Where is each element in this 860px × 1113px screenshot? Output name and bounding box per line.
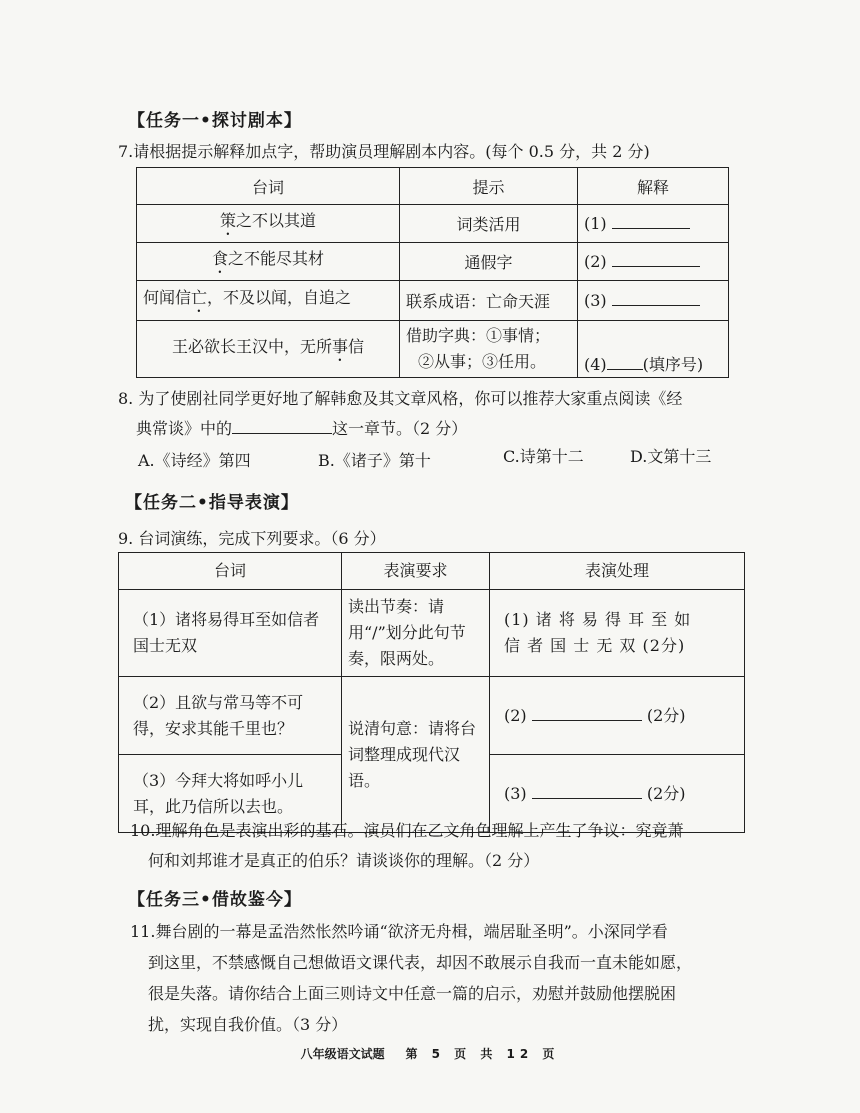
header-hint: 提示 — [400, 168, 578, 205]
exam-title: 八年级语文试题 — [300, 1047, 385, 1061]
answer-blank[interactable] — [532, 784, 642, 799]
line-cell: （1）诸将易得耳至如信者国士无双 — [119, 590, 342, 677]
hint-line: ②从事；③任用。 — [418, 352, 547, 371]
line-text: 之不能尽其材 — [228, 249, 325, 268]
table-row — [137, 243, 729, 281]
task3-heading: 【任务三•借故鉴今】 — [128, 890, 302, 910]
header-explain: 解释 — [578, 168, 729, 205]
answer-cell — [578, 281, 729, 321]
hint-cell — [400, 321, 578, 378]
q8-line2 — [118, 414, 682, 444]
header-lines: 台词 — [137, 168, 400, 205]
q11-line: 到这里，不禁感慨自己想做语文课代表，却因不敢展示自我而一直未能如愿， — [148, 953, 693, 972]
hint-cell: 联系成语：亡命天涯 — [400, 281, 578, 321]
line-cell: （3）今拜大将如呼小儿耳，此乃信所以去也。 — [119, 755, 342, 833]
answer-cell — [578, 205, 729, 243]
header-requirement: 表演要求 — [342, 553, 490, 590]
table-row — [119, 590, 745, 677]
q7-table-header — [137, 168, 729, 205]
line-text: 信 — [348, 336, 365, 356]
answer-cell — [578, 321, 729, 378]
page-number: 第 5 页 共 12 页 — [405, 1047, 560, 1061]
answer-label: (3) — [504, 783, 527, 803]
answer-suffix: (填序号) — [642, 355, 704, 374]
answer-blank[interactable] — [612, 252, 700, 267]
q10-line1: 10.理解角色是表演出彩的基石。演员们在乙文角色理解上产生了争议：究竟萧 — [130, 821, 684, 840]
page-footer — [0, 1045, 860, 1062]
line-cell: （2）且欲与常马等不可得，安求其能千里也？ — [119, 677, 342, 755]
dotted-char: 食 — [211, 249, 228, 268]
q11-line: 11.舞台剧的一幕是孟浩然怅然吟诵“欲济无舟楫，端居耻圣明”。小深同学看 — [130, 922, 668, 941]
q11-line: 很是失落。请你结合上面三则诗文中任意一篇的启示，劝慰并鼓励他摆脱困 — [148, 984, 677, 1003]
processing-cell — [490, 677, 745, 755]
question-10 — [130, 816, 683, 876]
processing-cell — [490, 590, 745, 677]
requirement-cell: 读出节奏：请用“/”划分此句节奏，限两处。 — [342, 590, 490, 677]
header-lines: 台词 — [119, 553, 342, 590]
answer-label: (3) — [584, 291, 607, 310]
line-cell — [137, 281, 400, 321]
hint-cell: 通假字 — [400, 243, 578, 281]
requirement-cell: 说清句意：请将台词整理成现代汉语。 — [342, 677, 490, 833]
question-11 — [130, 916, 692, 1040]
line-text: 王必欲长王汉中，无所 — [171, 336, 332, 356]
answer-blank[interactable] — [532, 706, 642, 721]
q8-answer-blank[interactable] — [232, 419, 332, 434]
answer-blank[interactable] — [612, 291, 700, 306]
option-a[interactable]: A.《诗经》第四 — [138, 451, 251, 470]
question-7: 7.请根据提示解释加点字，帮助演员理解剧本内容。(每个 0.5 分，共 2 分) — [118, 142, 650, 161]
table-row — [137, 321, 729, 378]
dotted-char: 策 — [219, 211, 236, 230]
hint-cell: 词类活用 — [400, 205, 578, 243]
answer-blank[interactable] — [612, 214, 690, 229]
q8-line2a: 典常谈》中的 — [136, 419, 233, 438]
processing-line: 信 者 国 士 无 双 (2分) — [504, 636, 686, 655]
task1-heading: 【任务一•探讨剧本】 — [128, 111, 302, 131]
q9-table — [118, 552, 745, 833]
q10-line2: 何和刘邦谁才是真正的伯乐？请谈谈你的理解。（2 分） — [148, 851, 540, 870]
answer-label: (1) — [584, 214, 607, 233]
hint-line: 借助字典：①事情； — [406, 326, 551, 345]
question-9: 9. 台词演练，完成下列要求。（6 分） — [118, 529, 386, 548]
answer-cell — [578, 243, 729, 281]
line-cell — [137, 243, 400, 281]
q7-table — [136, 167, 729, 378]
task2-heading: 【任务二•指导表演】 — [125, 493, 299, 513]
option-b[interactable]: B.《诸子》第十 — [318, 451, 431, 470]
answer-label: (2) — [584, 252, 607, 271]
score-label: (2分) — [646, 705, 686, 725]
q8-line2b: 这一章节。（2 分） — [332, 419, 468, 438]
table-row — [119, 677, 745, 755]
dotted-char: 亡 — [191, 288, 208, 307]
answer-label: (2) — [504, 705, 527, 725]
option-d[interactable]: D.文第十三 — [630, 447, 712, 466]
line-text: 之不以其道 — [236, 211, 317, 230]
answer-label: (4) — [584, 355, 607, 374]
processing-line: (1) 诸 将 易 得 耳 至 如 — [504, 610, 692, 629]
line-cell — [137, 321, 400, 378]
option-c[interactable]: C.诗第十二 — [503, 447, 584, 466]
line-cell — [137, 205, 400, 243]
header-processing: 表演处理 — [490, 553, 745, 590]
dotted-char: 事 — [331, 336, 348, 356]
q9-table-header — [119, 553, 745, 590]
line-text: 何闻信 — [143, 288, 192, 307]
question-8 — [118, 384, 682, 444]
table-row — [137, 281, 729, 321]
q8-line1: 8. 为了使剧社同学更好地了解韩愈及其文章风格，你可以推荐大家重点阅读《经 — [118, 389, 683, 408]
line-text: ，不及以闻，自追之 — [207, 288, 352, 307]
q11-line: 扰，实现自我价值。（3 分） — [148, 1015, 348, 1034]
score-label: (2分) — [646, 783, 686, 803]
answer-blank[interactable] — [607, 355, 643, 370]
table-row — [137, 205, 729, 243]
